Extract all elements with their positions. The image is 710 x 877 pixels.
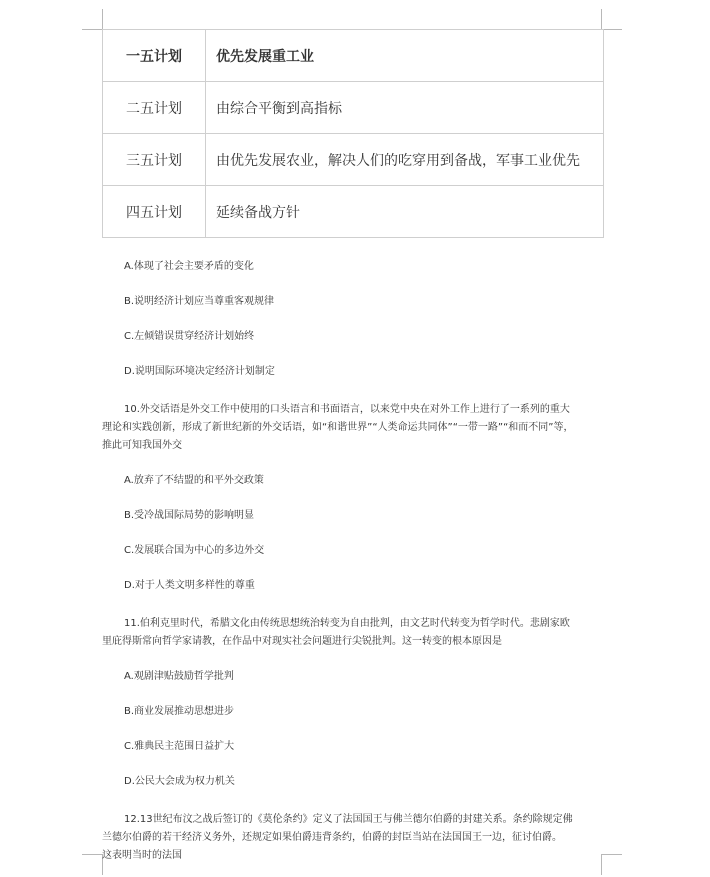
plan-name-cell: 三五计划 xyxy=(103,134,206,186)
q9-option-d: D.说明国际环境决定经济计划制定 xyxy=(124,366,275,377)
plan-name-cell: 一五计划 xyxy=(103,30,206,82)
q9-option-b: B.说明经济计划应当尊重客观规律 xyxy=(124,296,275,307)
q12-stem-line: 兰德尔伯爵的若干经济义务外，还规定如果伯爵违背条约，伯爵的封臣当站在法国国王一边，征讨伯爵。 xyxy=(102,832,562,843)
q9-option-a: A.体现了社会主要矛盾的变化 xyxy=(124,261,254,272)
q12-stem-line: 这表明当时的法国 xyxy=(102,850,182,861)
q11-option-d: D.公民大会成为权力机关 xyxy=(124,776,235,787)
plan-desc-cell: 优先发展重工业 xyxy=(206,30,604,82)
q10-option-c: C.发展联合国为中心的多边外交 xyxy=(124,545,265,556)
five-year-plan-table xyxy=(102,29,604,238)
q11-option-a: A.观剧津贴鼓励哲学批判 xyxy=(124,671,234,682)
q11-stem-line: 11.伯利克里时代，希腊文化由传统思想统治转变为自由批判，由文艺时代转变为哲学时代。悲剧家欧 xyxy=(124,618,570,629)
page-corner-mark xyxy=(601,9,622,30)
q10-stem-line: 理论和实践创新，形成了新世纪新的外交话语，如“和谐世界”“人类命运共同体”“一带一路”“和而不同”等， xyxy=(102,422,574,433)
q10-option-b: B.受冷战国际局势的影响明显 xyxy=(124,510,255,521)
page-corner-mark xyxy=(601,854,622,875)
table-row xyxy=(103,82,604,134)
q10-stem-line: 推此可知我国外交 xyxy=(102,440,182,451)
plan-desc-cell: 由优先发展农业，解决人们的吃穿用到备战，军事工业优先 xyxy=(206,134,604,186)
page-corner-mark xyxy=(82,854,103,875)
plan-name-cell: 二五计划 xyxy=(103,82,206,134)
q11-option-b: B.商业发展推动思想进步 xyxy=(124,706,235,717)
q10-option-a: A.放弃了不结盟的和平外交政策 xyxy=(124,475,264,486)
q11-option-c: C.雅典民主范围日益扩大 xyxy=(124,741,235,752)
q11-stem-line: 里庇得斯常向哲学家请教，在作品中对现实社会问题进行尖锐批判。这一转变的根本原因是 xyxy=(102,636,502,647)
plan-desc-cell: 由综合平衡到高指标 xyxy=(206,82,604,134)
q10-stem-line: 10.外交话语是外交工作中使用的口头语言和书面语言，以来党中央在对外工作上进行了一系列的重大 xyxy=(124,404,570,415)
plan-name-cell: 四五计划 xyxy=(103,186,206,238)
table-row xyxy=(103,134,604,186)
table-row xyxy=(103,186,604,238)
q12-stem-line: 12.13世纪布汶之战后签订的《莫伦条约》定义了法国国王与佛兰德尔伯爵的封建关系。条约除规定佛 xyxy=(124,814,573,825)
table-row xyxy=(103,30,604,82)
q10-option-d: D.对于人类文明多样性的尊重 xyxy=(124,580,255,591)
q9-option-c: C.左倾错误贯穿经济计划始终 xyxy=(124,331,255,342)
page-corner-mark xyxy=(82,9,103,30)
plan-desc-cell: 延续备战方针 xyxy=(206,186,604,238)
